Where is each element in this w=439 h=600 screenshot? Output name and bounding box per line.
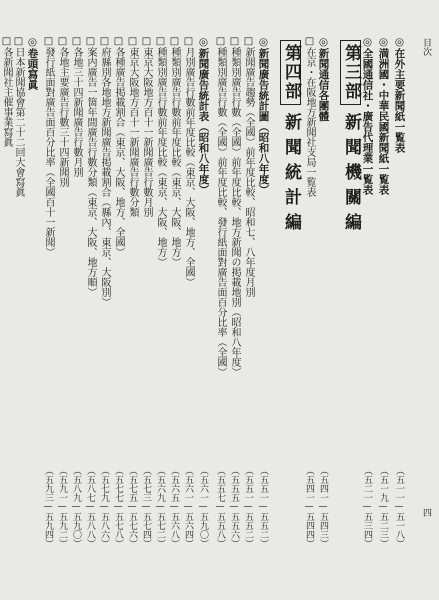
toc-page-range: （五七三—五七四） [141,466,151,548]
toc-entry[interactable] [318,36,329,122]
toc-entry-label: ◎満洲國・中華民國新聞紙一覧表 [377,36,390,195]
toc-page-range: （五八七—五八八） [85,466,95,548]
toc-entry[interactable] [183,36,193,287]
toc-entry-label: □各地主要廣告行數三十四新聞別 [57,36,68,187]
toc-entry-label: □日本新聞協會第二十二回大會寫眞 [13,36,24,197]
toc-page-range: （五四一—五四三） [318,466,328,548]
toc-entry-label: □種類別廣告行數前年度比較（東京、大阪、地方） [169,36,180,267]
page-number-text: 四 [421,508,431,517]
toc-entry-label: □種類別廣告行數（全國）前年度比較、發行紙面對廣告面百分比率（全國） [215,36,226,377]
toc-entry-label: □案内廣告一箇年間廣告行數分類（東京、大阪、地方順） [85,36,96,297]
toc-entry[interactable] [258,36,269,195]
toc-entry-label: □發行紙面對廣告面百分比率（全國百十一新聞） [43,36,54,257]
toc-entry-label: ◎全國通信社・廣告代理業一覧表 [361,36,374,195]
page-number [421,508,430,517]
toc-entry-label: □在京・在阪地方新聞社支局一覧表 [304,36,315,197]
toc-page-range: （五七五—五七六） [127,466,137,548]
toc-page-range: （五七九—五八六） [99,466,109,548]
part-label: 第四部 [280,40,301,105]
toc-entry[interactable] [378,36,389,195]
toc-entry[interactable] [113,36,123,257]
toc-page-range: （五六五—五六八） [169,466,179,548]
toc-entry-label: ◎卷頭寫眞 [26,36,39,90]
toc-entry[interactable] [1,36,11,147]
toc-entry[interactable] [362,36,373,195]
toc-page-range: （五六九—五七二） [155,466,165,548]
toc-entry-label: □種類別廣告行數前年度比較（東京、大阪、地方） [155,36,166,267]
toc-entry[interactable] [141,36,151,217]
toc-entry-label: □各新聞社主催事業寫眞 [1,36,12,147]
part-heading [280,40,301,238]
part-title: 新聞機關編 [341,113,361,238]
toc-entry[interactable] [155,36,165,267]
part-title: 新聞統計編 [281,113,301,238]
toc-entry-label: □種類別廣告行數（全國）前年度比較、地方新聞の掲載地別（昭和八年度） [229,36,240,377]
toc-entry[interactable] [71,36,81,177]
toc-entry-label: □各種廣告掲載割合（東京、大阪、地方、全國） [113,36,124,257]
toc-entry[interactable] [243,36,253,297]
toc-page-range: （五五七—五五八） [215,466,225,548]
toc-page-range: （五四一—五四四） [304,466,314,548]
toc-entry-label: □月別廣告行數前年度比較（東京、大阪、地方、全國） [183,36,194,287]
toc-page-range: （五一九—五二三） [378,466,388,548]
toc-entry[interactable] [127,36,137,217]
toc-page-range: （五九一—五九二） [57,466,67,548]
part-heading [340,40,361,238]
toc-entry[interactable] [198,36,209,195]
page-header-title [421,38,430,56]
toc-entry-label: □新聞廣告趨勢（全國）前年度比較、昭和七、八年度月別 [243,36,254,297]
part-label: 第三部 [340,40,361,105]
toc-entry[interactable] [169,36,179,267]
toc-page-range: （五九三—五九四） [43,466,53,548]
toc-page-range: （五五一—五五二） [243,466,253,548]
toc-entry[interactable] [57,36,67,187]
toc-page-range: （五五一—五五二） [258,466,268,548]
toc-entry[interactable] [43,36,53,257]
toc-page-range: （五八九—五九〇） [71,466,81,548]
toc-entry[interactable] [229,36,239,377]
toc-page-range: （五六一—五六四） [183,466,193,548]
toc-entry-label: □府縣別各地地方新聞廣告掲載割合（縣內、東京、大阪別） [99,36,110,307]
toc-entry-label: ◎新聞通信各團體 [317,36,330,122]
toc-page-range: （五七七—五七八） [113,466,123,548]
toc-entry-label: ◎新聞廣告統計表（昭和八年度） [197,36,210,195]
toc-entry-label: ◎新聞廣告統計圖（昭和八年度） [257,36,270,195]
toc-entry-label: □東京大阪地方百十一新聞廣告行數分類 [127,36,138,217]
toc-page-range: （五五五—五五六） [229,466,239,548]
toc-page-range: （五一一—五一八） [394,466,404,548]
header-title-text: 目次 [421,38,431,56]
toc-entry[interactable] [304,36,314,197]
toc-entry[interactable] [13,36,23,197]
toc-entry-label: □各地三十四新聞廣告行數月別 [71,36,82,177]
toc-entry-label: □東京大阪地方百十一新聞廣告行數月別 [141,36,152,217]
toc-entry[interactable] [27,36,38,90]
toc-entry[interactable] [215,36,225,377]
toc-entry[interactable] [394,36,405,153]
toc-entry-label: ◎在外主要新聞紙一覧表 [393,36,406,153]
toc-page-range: （五六一—五九〇） [198,466,208,548]
toc-entry[interactable] [85,36,95,297]
toc-page-range: （五二一—五三四） [362,466,372,548]
toc-entry[interactable] [99,36,109,307]
